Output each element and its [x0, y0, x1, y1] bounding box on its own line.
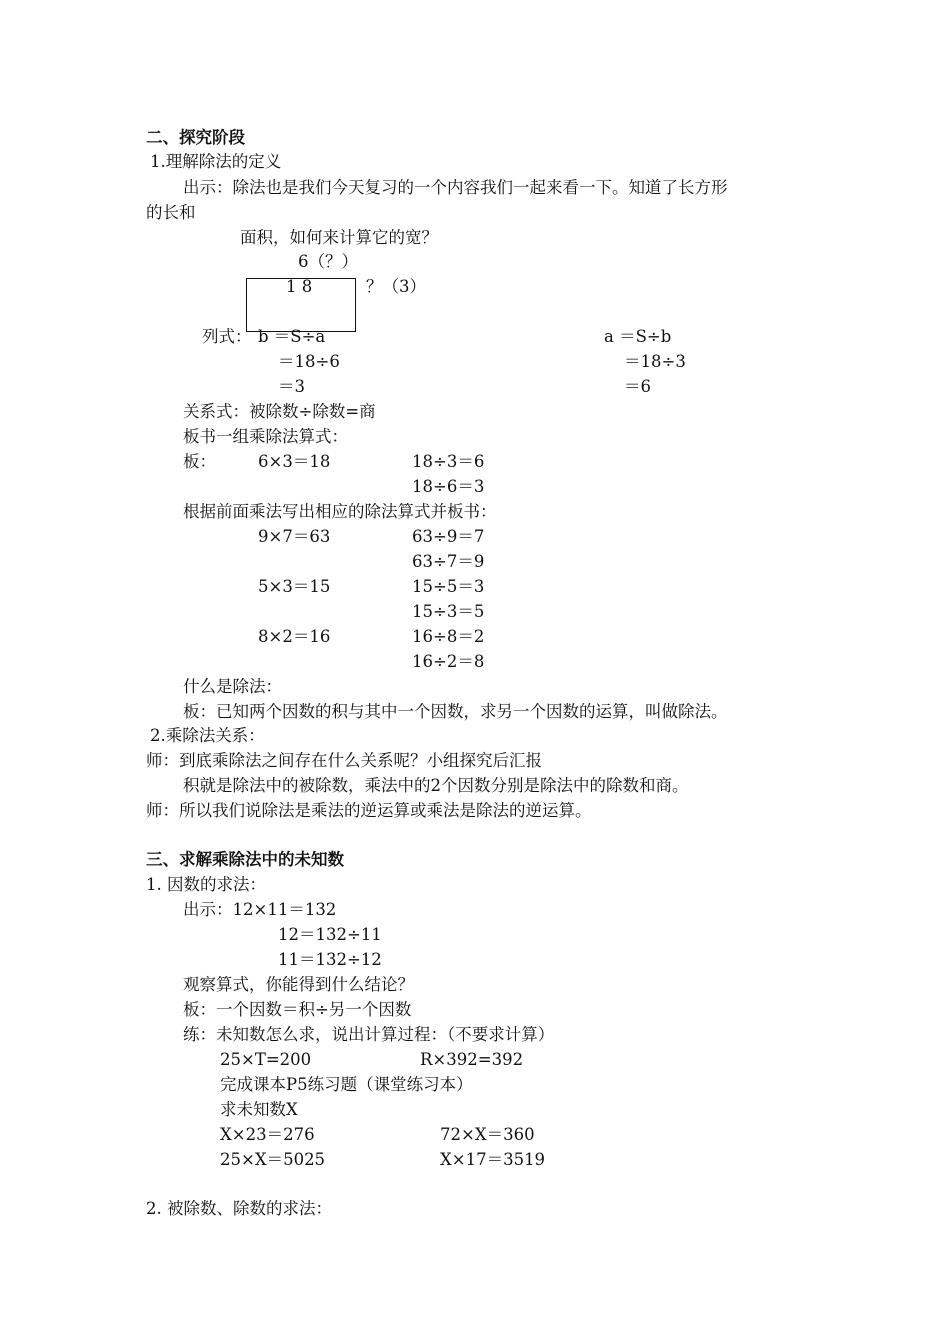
- group-div: 16÷2＝8: [412, 652, 485, 671]
- teacher-conclusion: 师：所以我们说除法是乘法的逆运算或乘法是除法的逆运算。: [146, 801, 592, 820]
- show-text-line-1: 出示：除法也是我们今天复习的一个内容我们一起来看一下。知道了长方形: [183, 178, 728, 197]
- practice-intro: 练：未知数怎么求，说出计算过程：（不要求计算）: [183, 1025, 555, 1044]
- group-mult: 5×3＝15: [258, 577, 331, 596]
- left-formula-line: b ＝S÷a: [258, 327, 326, 346]
- formula-label: 列式：: [202, 327, 252, 346]
- relation-formula: 关系式：被除数÷除数=商: [183, 402, 376, 421]
- rect-inner-label: 1 8: [286, 277, 313, 296]
- practice-equation: R×392=392: [420, 1050, 524, 1069]
- textbook-exercise: 完成课本P5练习题（课堂练习本）: [220, 1075, 473, 1094]
- group-div: 15÷5＝3: [412, 577, 485, 596]
- observe-question: 观察算式，你能得到什么结论？: [183, 975, 414, 994]
- rect-top-label: 6（？）: [298, 252, 358, 271]
- factor-rule: 板：一个因数＝积÷另一个因数: [183, 1000, 412, 1019]
- right-formula-line: a ＝S÷b: [604, 327, 672, 346]
- item-2-title: 2. 被除数、除数的求法：: [146, 1199, 332, 1218]
- group-div: 63÷9＝7: [412, 527, 485, 546]
- group-mult: 9×7＝63: [258, 527, 331, 546]
- x-equation: 25×X＝5025: [220, 1150, 326, 1169]
- item-1-title: 1. 因数的求法：: [146, 875, 266, 894]
- section-2-heading: 二、探究阶段: [146, 128, 245, 147]
- show-equation: 出示：12×11＝132: [183, 900, 337, 919]
- solve-x-title: 求未知数X: [220, 1100, 298, 1119]
- rect-side-label: ？（3）: [366, 277, 426, 296]
- group-div: 16÷8＝2: [412, 627, 485, 646]
- show-text-line-3: 面积，如何来计算它的宽？: [240, 228, 438, 247]
- board-div: 18÷6＝3: [412, 477, 485, 496]
- group-div: 63÷7＝9: [412, 552, 485, 571]
- group-div: 15÷3＝5: [412, 602, 485, 621]
- right-formula-line: ＝18÷3: [624, 352, 686, 371]
- show-text-line-2: 的长和: [146, 203, 196, 222]
- division-definition: 板：已知两个因数的积与其中一个因数，求另一个因数的运算，叫做除法。: [183, 702, 728, 721]
- section-3-heading: 三、求解乘除法中的未知数: [146, 850, 344, 869]
- group-answer: 积就是除法中的被除数，乘法中的2个因数分别是除法中的除数和商。: [183, 776, 689, 795]
- item-1-title: 1.理解除法的定义: [150, 152, 282, 171]
- board-label: 板：: [183, 452, 216, 471]
- teacher-question: 师：到底乘除法之间存在什么关系呢？小组探究后汇报: [146, 751, 542, 770]
- group-mult: 8×2＝16: [258, 627, 331, 646]
- what-is-division: 什么是除法：: [183, 677, 282, 696]
- left-formula-line: ＝3: [278, 377, 305, 396]
- x-equation: 72×X＝360: [440, 1125, 535, 1144]
- board-mult: 6×3＝18: [258, 452, 331, 471]
- x-equation: X×17＝3519: [440, 1150, 546, 1169]
- board-intro: 板书一组乘除法算式：: [183, 427, 348, 446]
- left-formula-line: ＝18÷6: [278, 352, 340, 371]
- board-div: 18÷3＝6: [412, 452, 485, 471]
- show-equation: 11＝132÷12: [278, 950, 382, 969]
- show-equation: 12＝132÷11: [278, 925, 382, 944]
- write-intro: 根据前面乘法写出相应的除法算式并板书：: [183, 502, 497, 521]
- item-2-title: 2.乘除法关系：: [150, 726, 265, 745]
- x-equation: X×23＝276: [220, 1125, 315, 1144]
- right-formula-line: ＝6: [624, 377, 651, 396]
- practice-equation: 25×T=200: [220, 1050, 312, 1069]
